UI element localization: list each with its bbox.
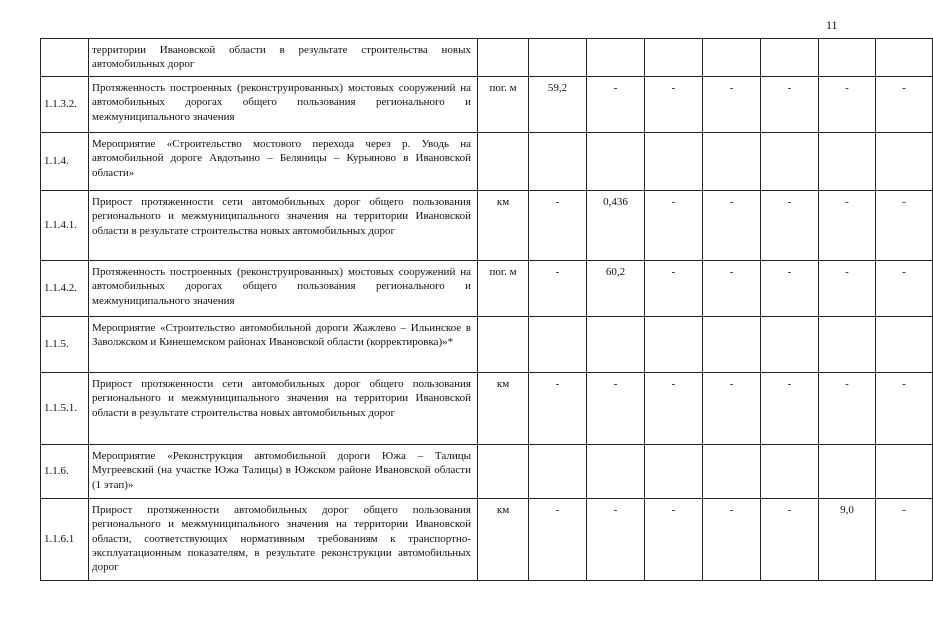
row-unit: км — [478, 373, 529, 445]
row-name: Мероприятие «Реконструкция автомобильной дороги Южа – Талицы Мугреевский (на участке Южа Талицы) в Южском районе Ивановской области (1 этап)» — [89, 445, 478, 499]
row-name: Прирост протяженности сети автомобильных дорог общего пользования регионального и межмуниципального значения на территории Ивановской области в результате строительства новых автомобильных дорог — [89, 191, 478, 261]
row-value: - — [529, 499, 587, 581]
row-value: - — [819, 261, 876, 317]
row-value — [587, 445, 645, 499]
row-value: 0,436 — [587, 191, 645, 261]
row-unit — [478, 445, 529, 499]
indicators-table — [40, 38, 933, 581]
row-value: - — [761, 373, 819, 445]
row-value: - — [645, 373, 703, 445]
row-value — [761, 445, 819, 499]
row-value: - — [819, 77, 876, 133]
row-value — [819, 133, 876, 191]
row-value — [876, 317, 933, 373]
row-code: 1.1.6.1 — [41, 499, 89, 581]
table-row — [41, 133, 933, 191]
row-value — [645, 317, 703, 373]
row-value — [703, 317, 761, 373]
row-name: Протяженность построенных (реконструированных) мостовых сооружений на автомобильных дорогах общего пользования регионального и межмуниципального значения — [89, 261, 478, 317]
row-unit: пог. м — [478, 77, 529, 133]
row-value — [703, 445, 761, 499]
table-row — [41, 261, 933, 317]
row-value: 59,2 — [529, 77, 587, 133]
row-unit: пог. м — [478, 261, 529, 317]
row-name: территории Ивановской области в результате строительства новых автомобильных дорог — [89, 39, 478, 77]
row-value: 60,2 — [587, 261, 645, 317]
row-unit: км — [478, 499, 529, 581]
row-value — [529, 445, 587, 499]
row-code: 1.1.4.1. — [41, 191, 89, 261]
row-value: - — [703, 373, 761, 445]
page-number: 11 — [826, 18, 838, 32]
row-value: - — [761, 191, 819, 261]
table-row — [41, 373, 933, 445]
row-name: Прирост протяженности автомобильных дорог общего пользования регионального и межмуниципального значения на территории Ивановской области, соответствующих нормативным требованиям к транспортно-эксплуатационным показателям, в результате реконструкции автомобильных дорог — [89, 499, 478, 581]
row-value: - — [761, 261, 819, 317]
row-code: 1.1.4.2. — [41, 261, 89, 317]
table-row — [41, 445, 933, 499]
row-unit: км — [478, 191, 529, 261]
table-row — [41, 191, 933, 261]
row-value: - — [703, 191, 761, 261]
row-value: - — [876, 77, 933, 133]
row-unit — [478, 317, 529, 373]
row-value: - — [529, 261, 587, 317]
row-value: - — [587, 77, 645, 133]
row-value — [587, 133, 645, 191]
row-code: 1.1.5. — [41, 317, 89, 373]
row-code: 1.1.4. — [41, 133, 89, 191]
row-value — [529, 317, 587, 373]
row-value: - — [876, 499, 933, 581]
row-value — [703, 39, 761, 77]
row-value — [819, 39, 876, 77]
row-value — [819, 445, 876, 499]
table-row — [41, 499, 933, 581]
row-value: - — [645, 261, 703, 317]
row-value: - — [587, 499, 645, 581]
row-name: Протяженность построенных (реконструированных) мостовых сооружений на автомобильных дорогах общего пользования регионального и межмуниципального значения — [89, 77, 478, 133]
row-code: 1.1.6. — [41, 445, 89, 499]
row-value: - — [529, 373, 587, 445]
table-body — [41, 39, 933, 581]
table-row — [41, 77, 933, 133]
row-value: - — [587, 373, 645, 445]
row-value — [645, 445, 703, 499]
row-value: 9,0 — [819, 499, 876, 581]
row-name: Прирост протяженности сети автомобильных дорог общего пользования регионального и межмуниципального значения на территории Ивановской области в результате строительства новых автомобильных дорог — [89, 373, 478, 445]
row-value — [645, 133, 703, 191]
row-value: - — [876, 373, 933, 445]
table-row — [41, 317, 933, 373]
row-name: Мероприятие «Строительство автомобильной дороги Жажлево – Ильинское в Заволжском и Кинешемском районах Ивановской области (корректировка)»* — [89, 317, 478, 373]
row-value — [761, 133, 819, 191]
row-value: - — [703, 499, 761, 581]
row-value — [876, 133, 933, 191]
row-value: - — [876, 261, 933, 317]
row-value — [761, 317, 819, 373]
table-row — [41, 39, 933, 77]
row-value — [645, 39, 703, 77]
row-unit — [478, 133, 529, 191]
row-value — [761, 39, 819, 77]
row-value: - — [529, 191, 587, 261]
row-value: - — [645, 499, 703, 581]
row-value: - — [819, 373, 876, 445]
row-unit — [478, 39, 529, 77]
row-value — [819, 317, 876, 373]
row-value: - — [761, 77, 819, 133]
row-value — [587, 39, 645, 77]
row-value: - — [645, 77, 703, 133]
row-code — [41, 39, 89, 77]
row-code: 1.1.3.2. — [41, 77, 89, 133]
row-value: - — [645, 191, 703, 261]
row-name: Мероприятие «Строительство мостового перехода через р. Уводь на автомобильной дороге Авдотьино – Беляницы – Курьяново в Ивановской области» — [89, 133, 478, 191]
row-value — [876, 39, 933, 77]
row-value: - — [761, 499, 819, 581]
row-value: - — [876, 191, 933, 261]
row-value — [876, 445, 933, 499]
row-value — [529, 133, 587, 191]
row-value: - — [703, 77, 761, 133]
row-value: - — [703, 261, 761, 317]
row-value — [703, 133, 761, 191]
row-value: - — [819, 191, 876, 261]
row-value — [587, 317, 645, 373]
row-code: 1.1.5.1. — [41, 373, 89, 445]
row-value — [529, 39, 587, 77]
